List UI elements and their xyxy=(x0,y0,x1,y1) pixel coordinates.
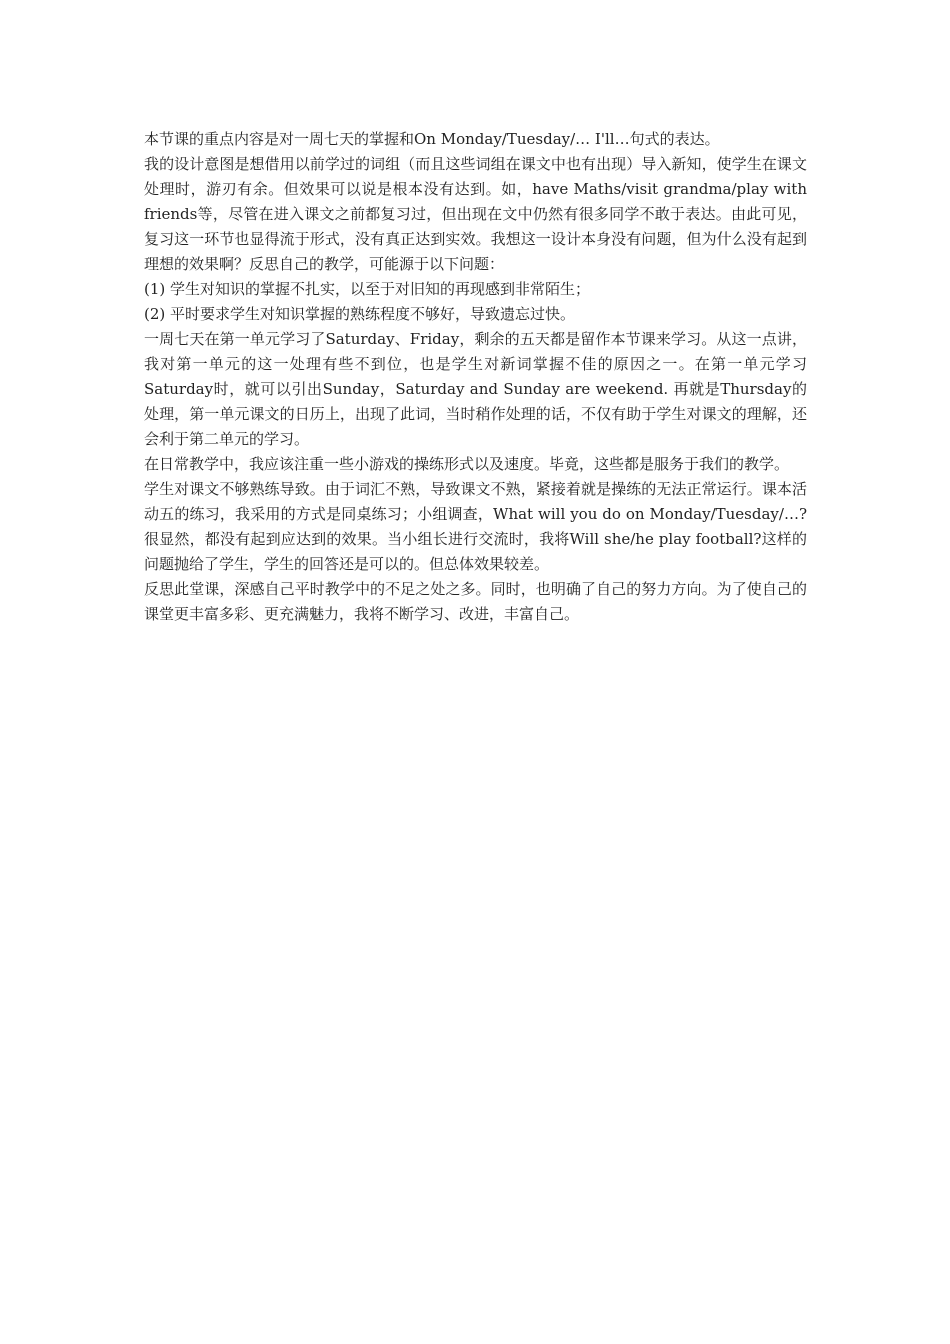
paragraph-weekdays: 一周七天在第一单元学习了Saturday、Friday，剩余的五天都是留作本节课来学习。从这一点讲，我对第一单元的这一处理有些不到位，也是学生对新词掌握不佳的原因之一。在第一单元学习Saturday时，就可以引出Sunday，Saturday and Sunday are weekend. 再就是Thursday的处理，第一单元课文的日历上，出现了此词，当时稍作处理的话，不仅有助于学生对课文的理解，还会利于第二单元的学习。 xyxy=(144,330,807,448)
paragraph-design-intent: 我的设计意图是想借用以前学过的词组（而且这些词组在课文中也有出现）导入新知，使学生在课文处理时，游刃有余。但效果可以说是根本没有达到。如，have Maths/visit grandma/play with friends等，尽管在进入课文之前都复习过，但出现在文中仍然有很多同学不敢于表达。由此可见，复习这一环节也显得流于形式，没有真正达到实效。我想这一设计本身没有问题，但为什么没有起到理想的效果啊？反思自己的教学，可能源于以下问题： xyxy=(144,155,807,273)
paragraph-conclusion: 反思此堂课，深感自己平时教学中的不足之处之多。同时，也明确了自己的努力方向。为了使自己的课堂更丰富多彩、更充满魅力，我将不断学习、改进，丰富自己。 xyxy=(144,580,807,623)
paragraph-reason-1: (1) 学生对知识的掌握不扎实，以至于对旧知的再现感到非常陌生； xyxy=(144,280,591,298)
paragraph-intro: 本节课的重点内容是对一周七天的掌握和On Monday/Tuesday/… I'll…句式的表达。 xyxy=(144,130,720,148)
paragraph-games: 在日常教学中，我应该注重一些小游戏的操练形式以及速度。毕竟，这些都是服务于我们的教学。 xyxy=(144,455,790,473)
paragraph-reason-2: (2) 平时要求学生对知识掌握的熟练程度不够好，导致遗忘过快。 xyxy=(144,305,576,323)
document-body xyxy=(144,127,807,627)
paragraph-practice: 学生对课文不够熟练导致。由于词汇不熟，导致课文不熟，紧接着就是操练的无法正常运行。课本活动五的练习，我采用的方式是同桌练习；小组调查，What will you do on Monday/Tuesday/…?很显然，都没有起到应达到的效果。当小组长进行交流时，我将Will she/he play football?这样的问题抛给了学生，学生的回答还是可以的。但总体效果较差。 xyxy=(144,480,807,573)
